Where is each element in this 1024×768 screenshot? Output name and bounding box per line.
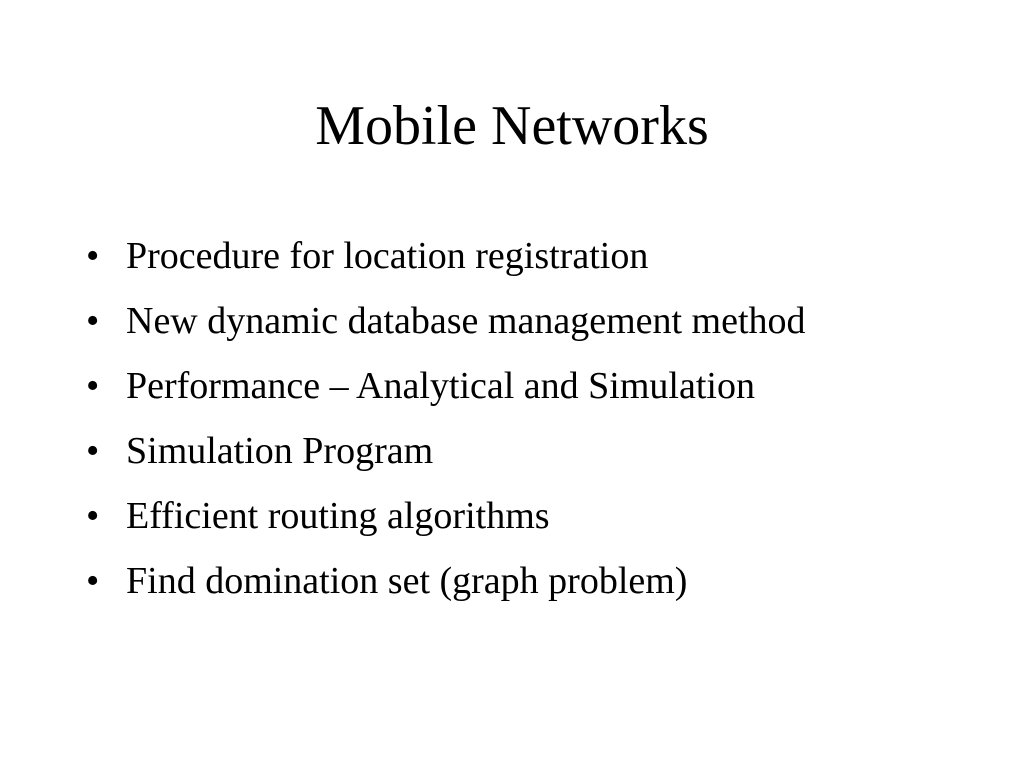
bullet-list xyxy=(86,230,916,620)
bullet-item xyxy=(86,425,916,477)
bullet-text: Performance – Analytical and Simulation xyxy=(126,365,755,407)
bullet-text: New dynamic database management method xyxy=(126,300,806,342)
bullet-item xyxy=(86,295,816,347)
bullet-text: Procedure for location registration xyxy=(126,235,649,277)
bullet-marker: • xyxy=(86,365,100,407)
bullet-item xyxy=(86,360,916,412)
bullet-item xyxy=(86,490,916,542)
slide-title: Mobile Networks xyxy=(315,95,709,157)
bullet-item xyxy=(86,230,916,282)
bullet-text: Find domination set (graph problem) xyxy=(126,560,688,602)
bullet-text: Simulation Program xyxy=(126,430,434,472)
bullet-marker: • xyxy=(86,430,100,472)
bullet-marker: • xyxy=(86,235,100,277)
bullet-marker: • xyxy=(86,560,100,602)
bullet-marker: • xyxy=(86,495,100,537)
bullet-item xyxy=(86,555,916,607)
bullet-text: Efficient routing algorithms xyxy=(126,495,550,537)
bullet-marker: • xyxy=(86,300,100,342)
